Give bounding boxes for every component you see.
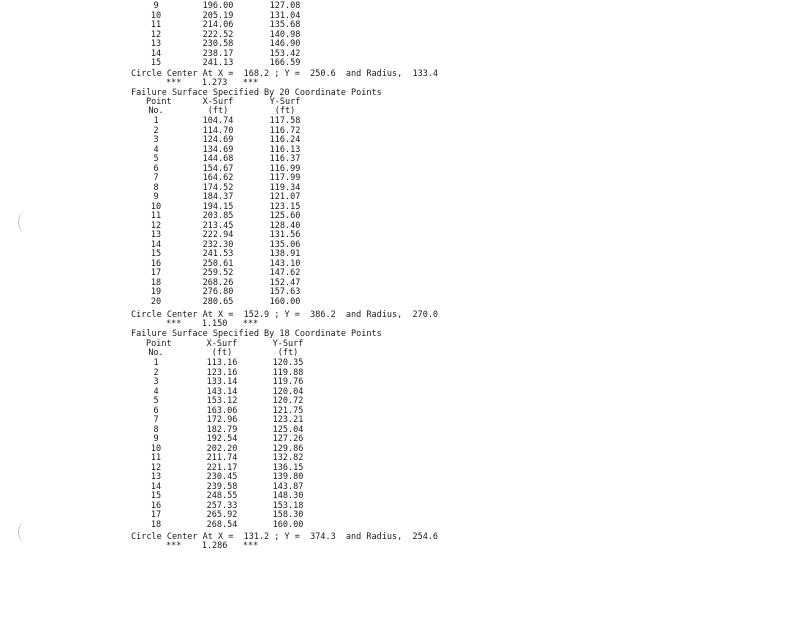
y-surf-value: 146.90 bbox=[269, 39, 301, 49]
y-surf-value: 119.34 bbox=[269, 182, 301, 193]
point-number: 6 bbox=[153, 405, 159, 416]
point-number: 10 bbox=[150, 10, 162, 21]
x-surf-value: 268.54 bbox=[206, 519, 238, 530]
point-number: 11 bbox=[150, 211, 162, 221]
point-number: 8 bbox=[153, 182, 159, 193]
point-number: 20 bbox=[150, 296, 162, 307]
y-surf-value: 116.24 bbox=[269, 135, 301, 145]
y-surf-value: 116.72 bbox=[269, 125, 301, 136]
point-number: 2 bbox=[153, 125, 159, 136]
point-number: 16 bbox=[150, 258, 162, 269]
y-surf-value: 120.04 bbox=[272, 386, 304, 397]
point-number: 7 bbox=[153, 173, 159, 183]
x-surf-value: 241.13 bbox=[202, 58, 234, 68]
y-surf-value: 123.21 bbox=[272, 415, 304, 425]
y-surf-value: 135.06 bbox=[269, 239, 301, 250]
x-surf-value: 276.80 bbox=[202, 287, 234, 297]
safety-factor: *** 1.273 *** bbox=[166, 78, 259, 88]
y-surf-value: 125.04 bbox=[272, 424, 304, 435]
x-surf-value: 214.06 bbox=[202, 20, 234, 30]
y-surf-value: 116.13 bbox=[269, 144, 301, 155]
x-surf-value: 163.06 bbox=[206, 405, 238, 416]
x-surf-value: 153.12 bbox=[206, 396, 238, 406]
y-surf-value: 128.40 bbox=[269, 220, 301, 231]
x-surf-value: 222.94 bbox=[202, 230, 234, 240]
y-surf-value: 158.30 bbox=[272, 510, 304, 520]
x-surf-value: 182.79 bbox=[206, 424, 238, 435]
safety-factor: *** 1.286 *** bbox=[166, 541, 259, 551]
x-surf-value: 174.52 bbox=[202, 182, 234, 193]
x-surf-value: 230.45 bbox=[206, 472, 238, 482]
x-surf-value: 280.65 bbox=[202, 296, 234, 307]
x-surf-value: 221.17 bbox=[206, 462, 238, 473]
y-surf-value: 160.00 bbox=[272, 519, 304, 530]
x-surf-value: 205.19 bbox=[202, 10, 234, 21]
x-surf-value: 164.62 bbox=[202, 173, 234, 183]
y-surf-value: 153.18 bbox=[272, 500, 304, 511]
y-surf-value: 120.72 bbox=[272, 396, 304, 406]
point-number: 3 bbox=[153, 135, 159, 145]
point-number: 9 bbox=[153, 1, 159, 11]
y-surf-value: 153.42 bbox=[269, 48, 301, 59]
column-units-y-surf: (ft) bbox=[277, 348, 299, 358]
point-number: 12 bbox=[150, 462, 162, 473]
column-header-y-surf: Y-Surf bbox=[272, 339, 304, 349]
point-number: 8 bbox=[153, 424, 159, 435]
x-surf-value: 248.55 bbox=[206, 491, 238, 501]
x-surf-value: 124.69 bbox=[202, 135, 234, 145]
x-surf-value: 265.92 bbox=[206, 510, 238, 520]
y-surf-value: 143.87 bbox=[272, 481, 304, 492]
point-number: 4 bbox=[153, 144, 159, 155]
y-surf-value: 121.75 bbox=[272, 405, 304, 416]
point-number: 1 bbox=[153, 116, 159, 126]
column-header-x-surf: X-Surf bbox=[202, 97, 234, 107]
point-number: 1 bbox=[153, 358, 159, 368]
column-header-point: Point bbox=[146, 339, 172, 349]
x-surf-value: 133.14 bbox=[206, 377, 238, 387]
x-surf-value: 257.33 bbox=[206, 500, 238, 511]
y-surf-value: 117.58 bbox=[269, 116, 301, 126]
y-surf-value: 139.80 bbox=[272, 472, 304, 482]
point-number: 15 bbox=[150, 491, 162, 501]
y-surf-value: 143.10 bbox=[269, 258, 301, 269]
y-surf-value: 127.08 bbox=[269, 1, 301, 11]
y-surf-value: 147.62 bbox=[269, 268, 301, 278]
x-surf-value: 222.52 bbox=[202, 29, 234, 40]
x-surf-value: 113.16 bbox=[206, 358, 238, 368]
column-units-point: No. bbox=[148, 348, 164, 358]
section-title: Failure Surface Specified By 18 Coordinate Points bbox=[131, 329, 382, 339]
section-title: Failure Surface Specified By 20 Coordinate Points bbox=[131, 88, 382, 98]
point-number: 5 bbox=[153, 154, 159, 164]
point-number: 16 bbox=[150, 500, 162, 511]
x-surf-value: 213.45 bbox=[202, 220, 234, 231]
column-header-x-surf: X-Surf bbox=[206, 339, 238, 349]
point-number: 17 bbox=[150, 268, 162, 278]
column-units-point: No. bbox=[148, 106, 164, 116]
x-surf-value: 268.26 bbox=[202, 277, 234, 288]
x-surf-value: 114.70 bbox=[202, 125, 234, 136]
x-surf-value: 104.74 bbox=[202, 116, 234, 126]
point-number: 6 bbox=[153, 163, 159, 174]
x-surf-value: 144.68 bbox=[202, 154, 234, 164]
point-number: 18 bbox=[150, 519, 162, 530]
point-number: 11 bbox=[150, 453, 162, 463]
point-number: 7 bbox=[153, 415, 159, 425]
point-number: 14 bbox=[150, 239, 162, 250]
point-number: 18 bbox=[150, 277, 162, 288]
point-number: 5 bbox=[153, 396, 159, 406]
point-number: 9 bbox=[153, 434, 159, 444]
point-number: 4 bbox=[153, 386, 159, 397]
y-surf-value: 160.00 bbox=[269, 296, 301, 307]
y-surf-value: 148.30 bbox=[272, 491, 304, 501]
x-surf-value: 239.58 bbox=[206, 481, 238, 492]
column-units-y-surf: (ft) bbox=[274, 106, 296, 116]
y-surf-value: 116.99 bbox=[269, 163, 301, 174]
y-surf-value: 123.15 bbox=[269, 201, 301, 212]
point-number: 14 bbox=[150, 48, 162, 59]
x-surf-value: 230.58 bbox=[202, 39, 234, 49]
point-number: 13 bbox=[150, 472, 162, 482]
point-number: 3 bbox=[153, 377, 159, 387]
y-surf-value: 127.26 bbox=[272, 434, 304, 444]
safety-factor: *** 1.150 *** bbox=[166, 319, 259, 329]
y-surf-value: 125.60 bbox=[269, 211, 301, 221]
circle-center-text: Circle Center At X = 131.2 ; Y = 374.3 and Radius, 254.6 bbox=[131, 532, 439, 542]
x-surf-value: 211.74 bbox=[206, 453, 238, 463]
column-units-x-surf: (ft) bbox=[211, 348, 233, 358]
point-number: 12 bbox=[150, 220, 162, 231]
y-surf-value: 131.56 bbox=[269, 230, 301, 240]
y-surf-value: 140.98 bbox=[269, 29, 301, 40]
x-surf-value: 203.85 bbox=[202, 211, 234, 221]
y-surf-value: 119.88 bbox=[272, 367, 304, 378]
x-surf-value: 184.37 bbox=[202, 192, 234, 202]
point-number: 10 bbox=[150, 201, 162, 212]
y-surf-value: 152.47 bbox=[269, 277, 301, 288]
y-surf-value: 117.99 bbox=[269, 173, 301, 183]
x-surf-value: 259.52 bbox=[202, 268, 234, 278]
x-surf-value: 238.17 bbox=[202, 48, 234, 59]
y-surf-value: 135.68 bbox=[269, 20, 301, 30]
x-surf-value: 194.15 bbox=[202, 201, 234, 212]
point-number: 10 bbox=[150, 443, 162, 454]
binding-hole-mark bbox=[18, 212, 33, 232]
x-surf-value: 202.20 bbox=[206, 443, 238, 454]
point-number: 12 bbox=[150, 29, 162, 40]
y-surf-value: 129.86 bbox=[272, 443, 304, 454]
point-number: 13 bbox=[150, 230, 162, 240]
point-number: 19 bbox=[150, 287, 162, 297]
y-surf-value: 131.04 bbox=[269, 10, 301, 21]
column-header-y-surf: Y-Surf bbox=[269, 97, 301, 107]
y-surf-value: 119.76 bbox=[272, 377, 304, 387]
point-number: 11 bbox=[150, 20, 162, 30]
x-surf-value: 123.16 bbox=[206, 367, 238, 378]
column-header-point: Point bbox=[146, 97, 172, 107]
binding-hole-mark bbox=[18, 522, 33, 542]
x-surf-value: 192.54 bbox=[206, 434, 238, 444]
x-surf-value: 196.00 bbox=[202, 1, 234, 11]
point-number: 15 bbox=[150, 249, 162, 259]
y-surf-value: 116.37 bbox=[269, 154, 301, 164]
y-surf-value: 138.91 bbox=[269, 249, 301, 259]
x-surf-value: 143.14 bbox=[206, 386, 238, 397]
x-surf-value: 172.96 bbox=[206, 415, 238, 425]
column-units-x-surf: (ft) bbox=[207, 106, 229, 116]
point-number: 9 bbox=[153, 192, 159, 202]
x-surf-value: 134.69 bbox=[202, 144, 234, 155]
point-number: 14 bbox=[150, 481, 162, 492]
circle-center-text: Circle Center At X = 168.2 ; Y = 250.6 and Radius, 133.4 bbox=[131, 69, 439, 79]
y-surf-value: 121.07 bbox=[269, 192, 301, 202]
y-surf-value: 120.35 bbox=[272, 358, 304, 368]
point-number: 2 bbox=[153, 367, 159, 378]
y-surf-value: 166.59 bbox=[269, 58, 301, 68]
point-number: 15 bbox=[150, 58, 162, 68]
point-number: 13 bbox=[150, 39, 162, 49]
x-surf-value: 154.67 bbox=[202, 163, 234, 174]
y-surf-value: 132.82 bbox=[272, 453, 304, 463]
y-surf-value: 157.63 bbox=[269, 287, 301, 297]
x-surf-value: 232.30 bbox=[202, 239, 234, 250]
x-surf-value: 241.53 bbox=[202, 249, 234, 259]
y-surf-value: 136.15 bbox=[272, 462, 304, 473]
x-surf-value: 250.61 bbox=[202, 258, 234, 269]
point-number: 17 bbox=[150, 510, 162, 520]
circle-center-text: Circle Center At X = 152.9 ; Y = 386.2 and Radius, 270.0 bbox=[131, 310, 439, 320]
